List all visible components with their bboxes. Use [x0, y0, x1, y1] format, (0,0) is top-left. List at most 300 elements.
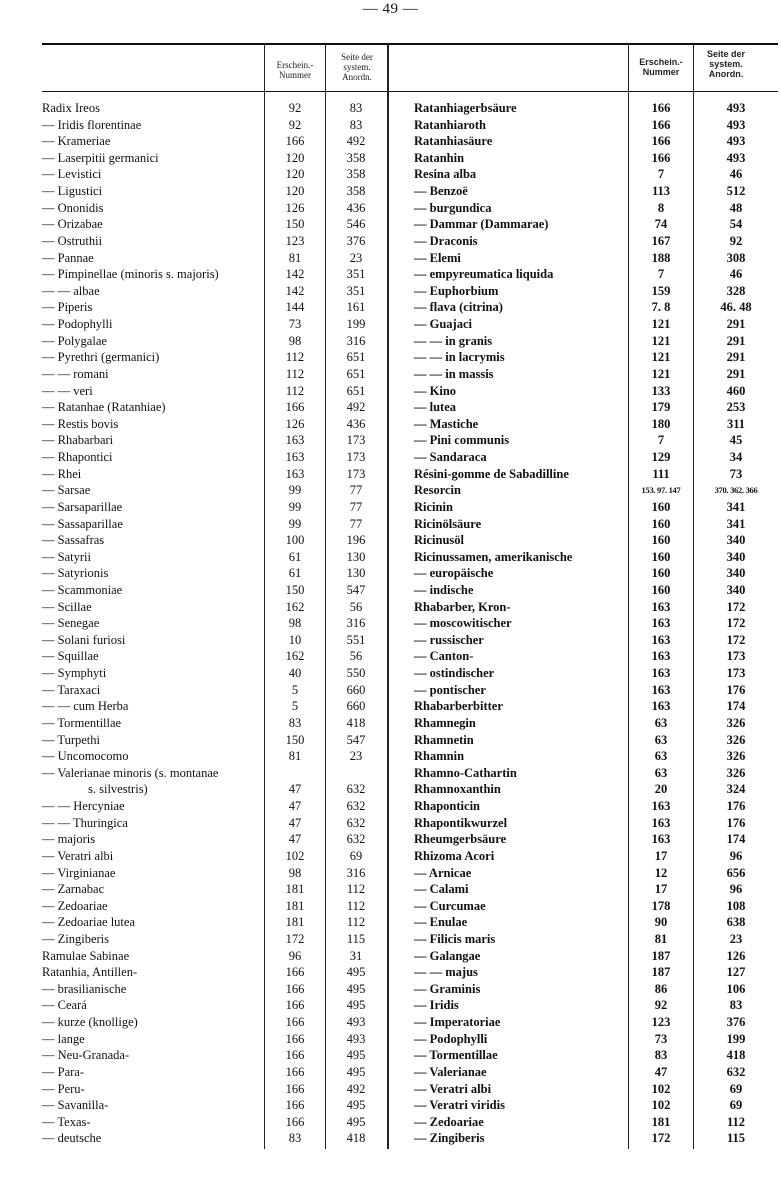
edition-number: 153. 97. 147 [641, 485, 681, 496]
page-reference: 492 [346, 400, 366, 415]
page-reference: 495 [346, 965, 366, 980]
page-reference: 173 [346, 433, 366, 448]
entry-name: — Enulae [414, 915, 468, 930]
edition-number: 99 [288, 516, 302, 531]
entry-name: — Pini communis [414, 433, 510, 448]
edition-number: 47 [654, 1064, 668, 1079]
edition-number: 99 [288, 483, 302, 498]
index-row [414, 150, 778, 167]
index-row [414, 715, 778, 732]
entry-name: — Para- [42, 1064, 84, 1079]
page-reference: 340 [726, 549, 746, 564]
header-right-page: Seite der system. Anordn. [706, 49, 746, 79]
entry-name: Rhamnetin [414, 732, 474, 747]
edition-number: 81 [288, 749, 302, 764]
page-reference: 77 [349, 499, 363, 514]
page-reference: 651 [346, 383, 366, 398]
page-reference: 436 [346, 416, 366, 431]
edition-number: 167 [651, 233, 671, 248]
index-row [42, 1130, 387, 1147]
page-reference: 112 [346, 915, 366, 930]
page-reference: 547 [346, 732, 366, 747]
entry-name: — russischer [414, 632, 484, 647]
index-row [414, 1064, 778, 1081]
entry-name: Ratanhia, Antillen- [42, 965, 138, 980]
page-reference: 370. 362. 366 [714, 485, 758, 496]
index-row [414, 898, 778, 915]
index-row [42, 366, 387, 383]
edition-number: 150 [285, 732, 305, 747]
entry-name: — Turpethi [42, 732, 101, 747]
entry-name: — ostindischer [414, 666, 495, 681]
index-row [414, 1130, 778, 1147]
edition-number: 172 [285, 932, 305, 946]
entry-name: Ricinölsäure [414, 516, 482, 531]
index-row [414, 432, 778, 449]
edition-number: 163 [285, 466, 305, 481]
edition-number: 142 [285, 267, 305, 282]
page-reference: 23 [729, 932, 743, 946]
page-reference: 173 [726, 649, 746, 664]
index-row [42, 815, 387, 832]
index-row [42, 648, 387, 665]
edition-number: 178 [651, 898, 671, 913]
edition-number: 166 [651, 101, 671, 115]
index-row [414, 233, 778, 250]
entry-name: — — veri [42, 383, 93, 398]
page-reference: 632 [726, 1064, 746, 1079]
page-reference: 495 [346, 1098, 366, 1113]
page-reference: 196 [346, 533, 366, 548]
entry-name: — Ratanhae (Ratanhiae) [42, 400, 166, 415]
edition-number: 180 [651, 416, 671, 431]
page-reference: 112 [346, 898, 366, 913]
entry-name: — Zedoariae lutea [42, 915, 136, 930]
edition-number: 12 [654, 865, 668, 880]
page-reference: 77 [349, 516, 363, 531]
page-reference: 130 [346, 566, 366, 581]
entry-name: — Calami [414, 882, 469, 897]
entry-name: — — in massis [414, 366, 494, 381]
page-reference: 199 [726, 1031, 746, 1046]
entry-name: — Savanilla- [42, 1098, 109, 1113]
edition-number: 162 [285, 649, 305, 664]
index-row [42, 698, 387, 715]
page-reference: 550 [346, 666, 366, 681]
index-row [42, 100, 387, 117]
edition-number: 166 [285, 1081, 305, 1096]
edition-number: 166 [285, 400, 305, 415]
edition-number: 166 [285, 1064, 305, 1079]
index-row [414, 250, 778, 267]
index-row [42, 250, 387, 267]
page-reference: 495 [346, 1064, 366, 1079]
edition-number: 17 [654, 882, 668, 897]
page-reference: 316 [346, 333, 366, 348]
edition-number: 98 [288, 333, 302, 348]
entry-name: — Filicis maris [414, 932, 496, 946]
edition-number: 102 [651, 1098, 671, 1113]
edition-number: 121 [651, 366, 671, 381]
edition-number: 121 [651, 350, 671, 365]
edition-number: 172 [651, 1131, 671, 1146]
edition-number: 144 [285, 300, 305, 315]
entry-name: — Iridis florentinae [42, 117, 142, 132]
page-reference: 512 [726, 184, 746, 199]
edition-number: 73 [288, 317, 302, 332]
page-reference: 495 [346, 1114, 366, 1129]
index-row [42, 166, 387, 183]
page-reference: 96 [729, 848, 743, 863]
page-reference: 291 [726, 366, 746, 381]
page-reference: 174 [726, 832, 746, 847]
index-row [414, 698, 778, 715]
edition-number: 120 [285, 150, 305, 165]
entry-name: — Krameriae [42, 134, 111, 149]
page-reference: 176 [726, 815, 746, 830]
index-row [42, 316, 387, 333]
edition-number: 166 [285, 1031, 305, 1046]
index-row [414, 383, 778, 400]
entry-name: — Pannae [42, 250, 94, 265]
edition-number: 123 [285, 233, 305, 248]
index-row [414, 1114, 778, 1131]
edition-number: 150 [285, 217, 305, 232]
index-row [42, 150, 387, 167]
entry-name: — Benzoë [414, 184, 468, 199]
entry-name: — Mastiche [414, 416, 479, 431]
page-reference: 73 [729, 466, 743, 481]
entry-name: — Laserpitii germanici [42, 150, 159, 165]
entry-name: — — in lacrymis [414, 350, 505, 365]
entry-name: — Graminis [414, 981, 481, 996]
header-left-page: Seite der system. Anordn. [341, 52, 373, 82]
page-reference: 632 [346, 799, 366, 814]
edition-number: 92 [654, 998, 668, 1013]
edition-number: 188 [651, 250, 671, 265]
entry-name: — Euphorbium [414, 283, 499, 298]
entry-name: Ratanhin [414, 150, 465, 165]
index-row [414, 117, 778, 134]
edition-number: 74 [654, 217, 668, 232]
entry-name: — — in granis [414, 333, 493, 348]
page-reference: 418 [726, 1048, 746, 1063]
index-row [42, 133, 387, 150]
index-row [42, 1047, 387, 1064]
entry-name: — Rhapontici [42, 450, 113, 465]
page-reference: 341 [726, 499, 746, 514]
entry-name: — Veratri albi [414, 1081, 492, 1096]
entry-name: — Satyrii [42, 549, 91, 564]
page-reference: 493 [726, 101, 746, 115]
entry-name: — Zedoariae [42, 898, 108, 913]
edition-number: 150 [285, 582, 305, 597]
index-row [42, 865, 387, 882]
index-row [414, 316, 778, 333]
entry-name: — Solani furiosi [42, 632, 126, 647]
index-row [42, 266, 387, 283]
entry-name: — — Thuringica [42, 815, 128, 830]
page-reference: 341 [726, 516, 746, 531]
edition-number: 120 [285, 184, 305, 199]
edition-number: 126 [285, 200, 305, 215]
entry-name: — Tormentillae [414, 1048, 498, 1063]
edition-number: 160 [651, 549, 671, 564]
index-row [42, 765, 387, 782]
edition-number: 8 [657, 200, 665, 215]
entry-name: — Tormentillae [42, 715, 122, 730]
edition-number: 73 [654, 1031, 668, 1046]
page-reference: 418 [346, 1131, 366, 1146]
page-reference: 340 [726, 582, 746, 597]
entry-name: — — albae [42, 283, 100, 298]
page-reference: 48 [729, 200, 743, 215]
edition-number: 142 [285, 283, 305, 298]
index-row [414, 166, 778, 183]
page-reference: 56 [349, 649, 363, 664]
page-reference: 96 [729, 882, 743, 897]
entry-name: — Sandaraca [414, 450, 487, 465]
edition-number: 47 [288, 799, 302, 814]
entry-name: — burgundica [414, 200, 492, 215]
entry-name: Rhizoma Acori [414, 848, 495, 863]
page-reference: 651 [346, 366, 366, 381]
edition-number: 162 [285, 599, 305, 614]
entry-name: — deutsche [42, 1131, 102, 1146]
index-row [414, 648, 778, 665]
page-reference: 547 [346, 582, 366, 597]
edition-number: 7. 8 [651, 300, 671, 315]
entry-name: — Orizabae [42, 217, 103, 232]
index-row [414, 815, 778, 832]
entry-name: Resina alba [414, 167, 477, 182]
edition-number: 133 [651, 383, 671, 398]
page-reference: 176 [726, 799, 746, 814]
index-row [42, 831, 387, 848]
page-reference: 495 [346, 998, 366, 1013]
edition-number: 166 [285, 1048, 305, 1063]
index-row [414, 200, 778, 217]
entry-name: — Scammoniae [42, 582, 123, 597]
page-reference: 492 [346, 134, 366, 149]
page-reference: 326 [726, 715, 746, 730]
entry-name: — Sarsae [42, 483, 91, 498]
index-row [42, 964, 387, 981]
index-row [42, 516, 387, 533]
index-row [414, 216, 778, 233]
index-row [42, 399, 387, 416]
edition-number: 47 [288, 782, 302, 797]
edition-number: 98 [288, 616, 302, 631]
page-reference: 161 [346, 300, 366, 315]
index-row [414, 582, 778, 599]
entry-name: — Ononidis [42, 200, 104, 215]
edition-number: 5 [291, 682, 299, 697]
page-reference: 69 [729, 1081, 743, 1096]
edition-number: 163 [651, 616, 671, 631]
page-reference: 173 [346, 466, 366, 481]
edition-number: 181 [651, 1114, 671, 1129]
page-reference: 23 [349, 250, 363, 265]
entry-name: Ricinussamen, amerikanische [414, 549, 573, 564]
index-row [414, 349, 778, 366]
index-row [42, 848, 387, 865]
index-row [414, 964, 778, 981]
entry-name: — Dammar (Dammarae) [414, 217, 549, 232]
entry-name: — Piperis [42, 300, 93, 315]
edition-number: 166 [651, 134, 671, 149]
page-reference: 115 [346, 932, 366, 946]
entry-name: — Polygalae [42, 333, 107, 348]
index-row [42, 582, 387, 599]
entry-name: Rhamnin [414, 749, 465, 764]
entry-name: Ricinin [414, 499, 453, 514]
page-reference: 316 [346, 616, 366, 631]
page-reference: 326 [726, 765, 746, 780]
page-reference: 130 [346, 549, 366, 564]
entry-name: — majoris [42, 832, 96, 847]
entry-name: Rhapontikwurzel [414, 815, 508, 830]
page-reference: 495 [346, 1048, 366, 1063]
page-reference: 291 [726, 350, 746, 365]
edition-number: 121 [651, 317, 671, 332]
edition-number: 163 [285, 433, 305, 448]
index-row [42, 549, 387, 566]
entry-name: — — majus [414, 965, 478, 980]
entry-name: — Zarnabac [42, 882, 105, 897]
edition-number: 166 [651, 150, 671, 165]
entry-name: — Senegae [42, 616, 100, 631]
index-row [42, 715, 387, 732]
page-reference: 308 [726, 250, 746, 265]
entry-name: — indische [414, 582, 474, 597]
edition-number: 187 [651, 965, 671, 980]
edition-number: 83 [288, 1131, 302, 1146]
index-row [42, 432, 387, 449]
entry-name: Rhabarber, Kron- [414, 599, 511, 614]
page-reference: 376 [346, 233, 366, 248]
edition-number: 81 [288, 250, 302, 265]
index-row [414, 1097, 778, 1114]
page-reference: 351 [346, 283, 366, 298]
entry-name: — flava (citrina) [414, 300, 503, 315]
entry-name: — europäische [414, 566, 494, 581]
edition-number: 92 [288, 101, 302, 115]
edition-number: 123 [651, 1015, 671, 1030]
edition-number: 102 [285, 848, 305, 863]
page-reference: 324 [726, 782, 746, 797]
header-left-ed: Erschein.- Nummer [276, 60, 314, 80]
page-reference: 492 [346, 1081, 366, 1096]
page-reference: 632 [346, 832, 366, 847]
page-reference: 493 [346, 1015, 366, 1030]
page-reference: 172 [726, 616, 746, 631]
page-number: — 49 — [362, 1, 419, 17]
entry-name: — Draconis [414, 233, 478, 248]
index-row [42, 532, 387, 549]
edition-number: 181 [285, 882, 305, 897]
edition-number: 160 [651, 582, 671, 597]
index-row [42, 200, 387, 217]
entry-name: — Virginianae [42, 865, 116, 880]
index-row [42, 383, 387, 400]
entry-name: — Zingiberis [414, 1131, 485, 1146]
top-rule [42, 43, 778, 45]
edition-number: 159 [651, 283, 671, 298]
page-reference: 358 [346, 184, 366, 199]
page-reference: 127 [726, 965, 746, 980]
index-row [42, 216, 387, 233]
edition-number: 160 [651, 516, 671, 531]
index-row [42, 117, 387, 134]
index-row [414, 299, 778, 316]
entry-name: — Texas- [42, 1114, 91, 1129]
edition-number: 163 [651, 666, 671, 681]
entry-name: Ricinusöl [414, 533, 465, 548]
page-reference: 656 [726, 865, 746, 880]
edition-number: 113 [651, 184, 671, 199]
index-row [414, 333, 778, 350]
entry-name: — Guajaci [414, 317, 472, 332]
page-reference: 126 [726, 948, 746, 963]
edition-number: 10 [288, 632, 302, 647]
entry-name: — Veratri viridis [414, 1098, 505, 1113]
index-row [42, 1097, 387, 1114]
page-reference: 376 [726, 1015, 746, 1030]
index-row [42, 1064, 387, 1081]
index-row [42, 233, 387, 250]
entry-name: — Curcumae [414, 898, 486, 913]
entry-name: — moscowitischer [414, 616, 512, 631]
entry-name: — lange [42, 1031, 85, 1046]
entry-name: Ratanhiagerbsäure [414, 101, 517, 115]
entry-name: — Imperatoriae [414, 1015, 501, 1030]
edition-number: 63 [654, 749, 668, 764]
index-row [414, 183, 778, 200]
page-reference: 173 [346, 450, 366, 465]
index-row [414, 881, 778, 898]
edition-number: 166 [285, 134, 305, 149]
index-row [414, 532, 778, 549]
index-row [414, 765, 778, 782]
page-reference: 45 [729, 433, 743, 448]
page-reference: 326 [726, 732, 746, 747]
page-reference: 632 [346, 815, 366, 830]
index-row [42, 1031, 387, 1048]
entry-name: — Zingiberis [42, 932, 110, 946]
page-reference: 493 [346, 1031, 366, 1046]
edition-number: 40 [288, 666, 302, 681]
edition-number: 112 [285, 383, 305, 398]
page-reference: 551 [346, 632, 366, 647]
edition-number: 163 [651, 632, 671, 647]
edition-number: 86 [654, 981, 668, 996]
entry-name: — Podophylli [414, 1031, 488, 1046]
index-row [414, 1047, 778, 1064]
entry-name: — Canton- [414, 649, 474, 664]
page-reference: 92 [729, 233, 743, 248]
header-rule [42, 91, 778, 92]
page-reference: 418 [346, 715, 366, 730]
edition-number: 179 [651, 400, 671, 415]
entry-name: — Peru- [42, 1081, 85, 1096]
page-reference: 358 [346, 150, 366, 165]
page-reference: 108 [726, 898, 746, 913]
edition-number: 92 [288, 117, 302, 132]
index-row [414, 516, 778, 533]
index-row [42, 732, 387, 749]
edition-number: 160 [651, 499, 671, 514]
